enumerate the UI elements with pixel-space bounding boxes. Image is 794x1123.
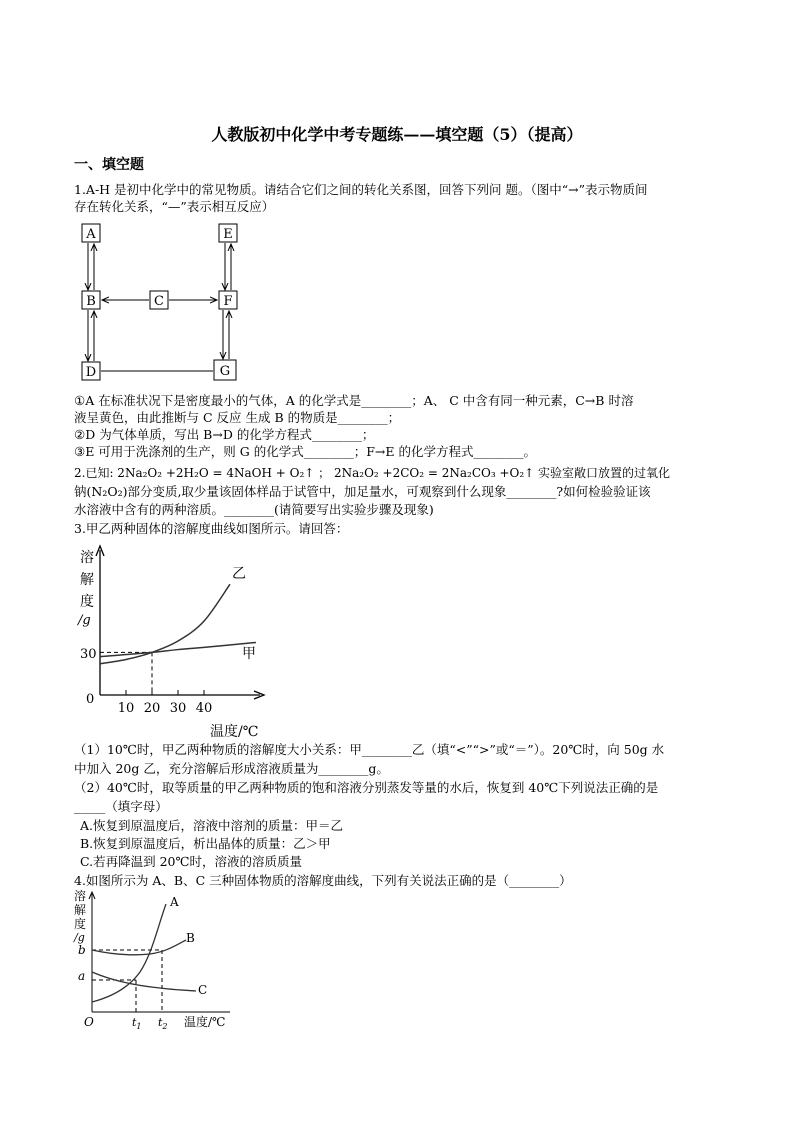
q4-solubility-chart	[70, 886, 250, 1036]
x-tick-label: 20	[143, 701, 161, 716]
x-axis-label: 温度/℃	[210, 724, 259, 740]
q4-label-a: a	[78, 969, 86, 983]
svg-text:G: G	[219, 364, 231, 379]
q4-x-axis-label: 温度/℃	[184, 1015, 226, 1029]
y-label-char-2: 解	[80, 572, 94, 588]
q1-relation-diagram	[74, 218, 254, 388]
svg-text:A: A	[86, 227, 96, 242]
section-heading: 一、填空题	[74, 157, 144, 173]
q4-t2-label: $t_2$	[158, 1016, 168, 1031]
q3-part1-line2: 中加入 20g 乙，充分溶解后形成溶液质量为________g。	[74, 761, 389, 776]
q4-series-b-label: B	[186, 931, 195, 945]
y-label-char-1: 溶	[80, 550, 94, 566]
x-tick-label: 10	[117, 701, 135, 716]
q3-option-b: B.恢复到原温度后，析出晶体的质量：乙＞甲	[80, 836, 331, 851]
q2-line1: 2.已知: 2Na₂O₂ +2H₂O = 4NaOH + O₂↑ ； 2Na₂O₂ +2CO₂ = 2Na₂CO₃ +O₂↑ 实验室敞口放置的过氧化	[74, 466, 671, 480]
q4-curve-c	[92, 972, 196, 991]
q4-series-a-label: A	[170, 895, 179, 909]
q1-part2: ②D 为气体单质，写出 B→D 的化学方程式________；	[74, 427, 375, 442]
node-b	[82, 291, 100, 309]
q4-y-label-2: 解	[74, 903, 87, 917]
series-yi-curve	[100, 584, 230, 664]
node-a	[82, 224, 100, 242]
q3-option-c: C.若再降温到 20℃时，溶液的溶质质量	[80, 854, 302, 869]
node-e	[219, 224, 237, 242]
q3-part1-line1: （1）10℃时，甲乙两种物质的溶解度大小关系：甲________乙（填“<”“>”或“＝”）。20℃时，向 50g 水	[74, 742, 665, 757]
q4-y-label-1: 溶	[74, 889, 87, 903]
y-label-unit: /g	[78, 613, 91, 628]
series-yi-label: 乙	[232, 566, 246, 582]
page-title: 人教版初中化学中考专题练——填空题（5）（提高）	[211, 125, 583, 144]
q1-stem-line1: 1.A-H 是初中化学中的常见物质。请结合它们之间的转化关系图，回答下列问 题。（图中“→”表示物质间	[74, 182, 648, 197]
q3-part2-line1: （2）40℃时，取等质量的甲乙两种物质的饱和溶液分别蒸发等量的水后，恢复到 40℃下列说法正确的是	[74, 780, 659, 795]
q4-series-c-label: C	[198, 983, 208, 997]
q1-part3: ③E 可用于洗涤剂的生产，则 G 的化学式________；F→E 的化学方程式________。	[74, 444, 536, 459]
q4-stem: 4.如图所示为 A、B、C 三种固体物质的溶解度曲线，下列有关说法正确的是（________）	[74, 873, 572, 888]
y-label-char-3: 度	[80, 594, 94, 610]
node-f	[219, 291, 237, 309]
q1-part1-line1: ①A 在标准状况下是密度最小的气体，A 的化学式是________；A、 C 中含有同一种元素，C→B 时溶	[74, 393, 634, 408]
q3-part2-line2: _____（填字母）	[74, 799, 168, 814]
y-tick-30: 30	[80, 647, 97, 662]
svg-text:C: C	[154, 294, 164, 309]
q4-origin: O	[84, 1015, 94, 1029]
series-jia-label: 甲	[242, 646, 256, 662]
svg-text:B: B	[86, 294, 96, 309]
q3-option-a: A.恢复到原温度后，溶液中溶剂的质量：甲＝乙	[80, 818, 344, 833]
x-tick-label: 30	[169, 701, 187, 716]
q4-y-label-unit: /g	[74, 931, 85, 944]
node-c	[150, 291, 168, 309]
svg-text:F: F	[223, 294, 233, 309]
node-g	[214, 360, 236, 380]
q4-label-b: b	[78, 943, 86, 957]
q2-line3: 水溶液中含有的两种溶质。________(请简要写出实验步骤及现象)	[74, 502, 434, 517]
origin-label: 0	[86, 692, 95, 707]
q1-part1-line2: 液呈黄色，由此推断与 C 反应 生成 B 的物质是________；	[74, 410, 401, 425]
x-tick-label: 40	[195, 701, 213, 716]
svg-text:E: E	[223, 227, 233, 242]
q4-curve-b	[92, 940, 186, 955]
q3-solubility-chart	[70, 540, 280, 740]
node-d	[82, 362, 100, 380]
svg-text:D: D	[85, 365, 97, 380]
q1-stem-line2: 存在转化关系，“—”表示相互反应）	[74, 199, 275, 214]
q4-t1-label: $t_1$	[132, 1016, 142, 1031]
q2-line2: 钠(N₂O₂)部分变质,取少量该固体样品于试管中，加足量水，可观察到什么现象________?如何检验验证该	[74, 484, 651, 499]
series-jia-curve	[100, 642, 256, 656]
q4-y-label-3: 度	[74, 917, 87, 931]
q3-stem: 3.甲乙两种固体的溶解度曲线如图所示。请回答：	[74, 521, 349, 536]
